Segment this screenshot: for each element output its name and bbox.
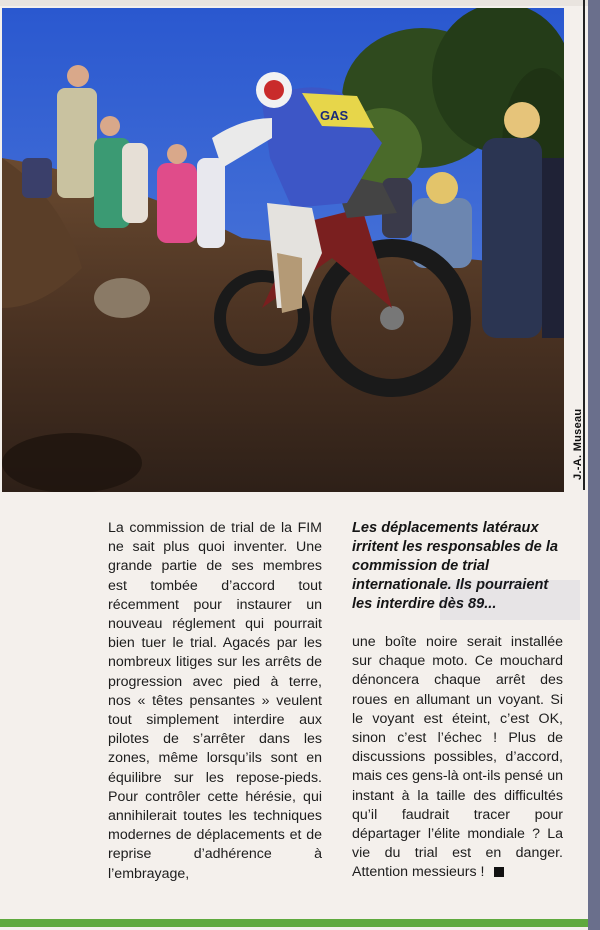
photo-credit: J.-A. Museau: [572, 408, 584, 480]
end-of-article-mark: [494, 867, 504, 877]
bleed-through-shadow: [440, 580, 580, 620]
page-top-edge: [0, 0, 600, 6]
article-right-text: une boîte noire serait installée sur chaque moto. Ce mouchard dénoncera chaque arrêt des roues en allumant un voyant. Si le voyant est éteint, c’est OK, sinon c’est l’échec ! Plus de discussions possibles, d’accord, mais ces gens-là ont-ils pensé un instant à la taille des difficultés qu’il faudrait tracer pour départager l’élite mondiale ? La vie du trial est en danger. Attention messieurs !: [352, 634, 563, 881]
article-right-column: [352, 633, 563, 883]
bottom-green-bar: [0, 919, 588, 927]
trial-rider-photo: [2, 8, 564, 492]
article-lead: Les déplacements latéraux irritent les responsables de la commission de trial internationale. Ils pourraient les interdire dès 89...: [352, 520, 559, 612]
article-left-column: La commission de trial de la FIM ne sait plus quoi inventer. Une grande partie de ses membres est tombée d’accord tout récemment pour instaurer un nouveau réglement qui pourrait bien tuer le trial. Agacés par les nombreux litiges sur les arrêts de progression avec pied à terre, nos « têtes pensantes » veulent tout simplement interdire aux pilotes de s’arrêter dans les zones, même lorsqu’ils sont en équilibre sur les repose-pieds. Pour contrôler cette hérésie, qui annihilerait toutes les techniques modernes de déplacements et de reprise d’adhérence à l’embrayage,: [108, 520, 322, 882]
photo-illustration: [2, 8, 564, 492]
page-right-strip: [588, 0, 600, 930]
rider-bib-text: GAS: [320, 108, 349, 123]
